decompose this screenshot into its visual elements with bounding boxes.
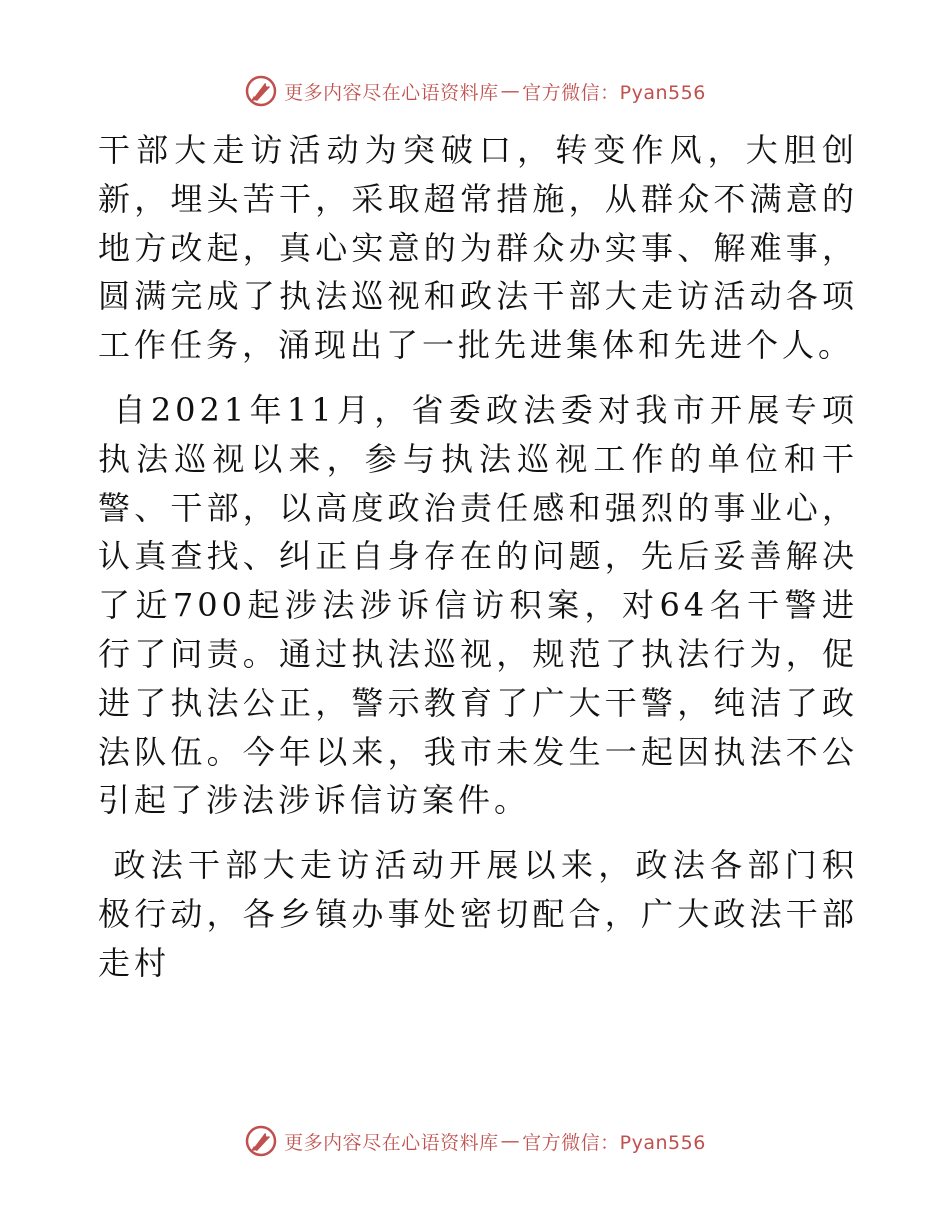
paragraph-1: 干部大走访活动为突破口，转变作风，大胆创新，埋头苦干，采取超常措施，从群众不满意的地方改起，真心实意的为群众办实事、解难事，圆满完成了执法巡视和政法干部大走访活动各项工作任务，涌现出了一批先进集体和先进个人。 [98, 131, 858, 365]
watermark-text: 更多内容尽在心语资料库 [284, 81, 499, 104]
footer-watermark [0, 1124, 950, 1158]
paragraph-2: 自2021年11月，省委政法委对我市开展专项执法巡视以来，参与执法巡视工作的单位和干警、干部，以高度政治责任感和强烈的事业心，认真查找、纠正自身存在的问题，先后妥善解决了近700起涉法涉诉信访积案，对64名干警进行了问责。通过执法巡视，规范了执法行为，促进了执法公正，警示教育了广大干警，纯洁了政法队伍。今年以来，我市未发生一起因执法不公引起了涉法涉诉信访案件。 [98, 390, 858, 820]
watermark-separator: — [500, 1130, 521, 1152]
watermark-text: 更多内容尽在心语资料库 [284, 1131, 499, 1154]
watermark-wechat: 官方微信：Pyan556 [522, 1131, 706, 1154]
header-watermark [0, 74, 950, 108]
watermark-wechat: 官方微信：Pyan556 [522, 81, 706, 104]
paragraph-3: 政法干部大走访活动开展以来，政法各部门积极行动，各乡镇办事处密切配合，广大政法干部走村 [98, 846, 858, 982]
pen-nib-logo-icon [244, 1124, 278, 1158]
watermark-separator: — [500, 80, 521, 102]
pen-nib-logo-icon [244, 74, 278, 108]
document-body [98, 126, 858, 988]
